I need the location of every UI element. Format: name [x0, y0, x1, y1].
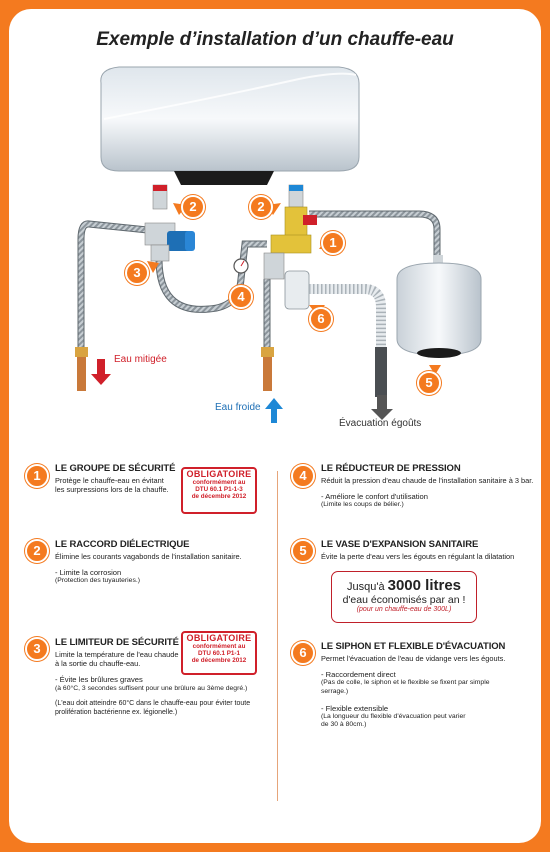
marker-5: 5 — [417, 371, 441, 395]
expansion-vessel — [397, 255, 481, 358]
section-2-bullet: - Limite la corrosion — [55, 568, 122, 578]
section-3-mandatory-stamp — [181, 631, 257, 675]
section-2-sub: (Protection des tuyauteries.) — [55, 577, 141, 585]
section-6-sub-2-line-1: (La longueur du flexible d'évacuation peut varier — [321, 712, 466, 720]
stamp-line: DTU 60.1 P1-1-3 — [195, 486, 243, 494]
flow-arrows — [91, 359, 393, 423]
water-heater-tank — [101, 67, 359, 185]
saving-line-2: d'eau économisés par an ! — [342, 594, 466, 606]
section-1-desc-line-1: Protège le chauffe-eau en évitant — [55, 476, 164, 485]
section-4-title: LE RÉDUCTEUR DE PRESSION — [321, 463, 461, 474]
section-6-bullet-2: - Flexible extensible — [321, 703, 389, 713]
section-3-note-line-1: (L'eau doit atteindre 60°C dans le chauffe-eau pour éviter toute — [55, 700, 251, 708]
section-3-sub: (à 60°C, 3 secondes suffisent pour une brûlure au 3ème degré.) — [55, 684, 248, 692]
section-2-desc: Élimine les courants vagabonds de l'installation sanitaire. — [55, 552, 242, 561]
water-saving-box — [331, 571, 477, 623]
label-eau-mitigee: Eau mitigée — [114, 354, 167, 365]
marker-2-right: 2 — [249, 195, 273, 219]
section-3-number: 3 — [25, 637, 49, 661]
section-6-title: LE SIPHON ET FLEXIBLE D'ÉVACUATION — [321, 641, 506, 652]
drain-arrow — [371, 395, 393, 420]
stamp-line: conformément au — [192, 479, 246, 486]
section-6-sub-2-line-2: de 30 à 80cm.) — [321, 721, 367, 729]
section-3-note-line-2: prolifération bactérienne ex. légionelle.) — [55, 709, 178, 716]
section-2 — [55, 539, 275, 586]
stamp-title: OBLIGATOIRE — [186, 633, 252, 643]
section-1-mandatory-stamp — [181, 467, 257, 514]
section-1-title: LE GROUPE DE SÉCURITÉ — [55, 463, 176, 474]
section-3-desc-line-2: à la sortie du chauffe-eau. — [55, 659, 141, 669]
label-evacuation: Évacuation égoûts — [339, 418, 422, 429]
page-title: Exemple d’installation d’un chauffe-eau — [96, 29, 454, 50]
section-4-number: 4 — [291, 464, 315, 488]
marker-3: 3 — [125, 261, 149, 285]
marker-6: 6 — [309, 307, 333, 331]
section-6-number: 6 — [291, 641, 315, 665]
marker-4: 4 — [229, 285, 253, 309]
section-6-desc: Permet l'évacuation de l'eau de vidange vers les égouts. — [321, 654, 506, 663]
section-5-title: LE VASE D'EXPANSION SANITAIRE — [321, 539, 479, 550]
section-5 — [321, 539, 536, 561]
section-6-sub-1-line-1: (Pas de colle, le siphon et le flexible se fixent par simple — [321, 679, 490, 687]
column-divider — [277, 471, 278, 801]
section-1 — [55, 463, 180, 494]
section-6-bullet-1: - Raccordement direct — [321, 670, 396, 680]
mixed-water-arrow — [91, 359, 111, 385]
stamp-title: OBLIGATOIRE — [186, 469, 252, 479]
saving-pre: Jusqu'à — [346, 581, 385, 593]
stamp-line: conformément au — [192, 643, 246, 650]
stamp-line: de décembre 2012 — [191, 657, 247, 665]
section-5-desc: Évite la perte d'eau vers les égouts en régulant la dilatation — [321, 552, 515, 561]
section-4-desc: Réduit la pression d'eau chaude de l'installation sanitaire à 3 bar. — [321, 476, 534, 485]
saving-sub: (pour un chauffe-eau de 300L) — [356, 606, 452, 613]
section-3-bullet: - Évite les brûlures graves — [55, 675, 143, 685]
saving-headline — [332, 577, 476, 594]
section-4 — [321, 463, 536, 510]
section-3-title: LE LIMITEUR DE SÉCURITÉ — [55, 637, 179, 648]
section-1-number: 1 — [25, 464, 49, 488]
section-6-sub-1-line-2: serrage.) — [321, 688, 349, 695]
installation-diagram — [9, 9, 541, 449]
section-2-number: 2 — [25, 539, 49, 563]
section-3-desc-line-1: Limite la température de l'eau chaude — [55, 650, 179, 659]
section-1-desc-line-2: les surpressions lors de la chauffe. — [55, 485, 169, 495]
section-4-sub: (Limite les coups de bélier.) — [321, 501, 404, 509]
marker-2-left: 2 — [181, 195, 205, 219]
label-eau-froide: Eau froide — [215, 402, 261, 413]
stamp-line: DTU 60.1 P1-1 — [198, 650, 240, 658]
stamp-line: de décembre 2012 — [191, 493, 247, 501]
section-2-title: LE RACCORD DIÉLECTRIQUE — [55, 539, 190, 550]
marker-1: 1 — [321, 231, 345, 255]
section-5-number: 5 — [291, 539, 315, 563]
section-4-bullet: - Améliore le confort d'utilisation — [321, 492, 428, 502]
cold-water-arrow — [265, 398, 283, 423]
saving-amount: 3000 litres — [387, 577, 462, 594]
section-6 — [321, 641, 536, 730]
infographic-card — [9, 9, 541, 843]
